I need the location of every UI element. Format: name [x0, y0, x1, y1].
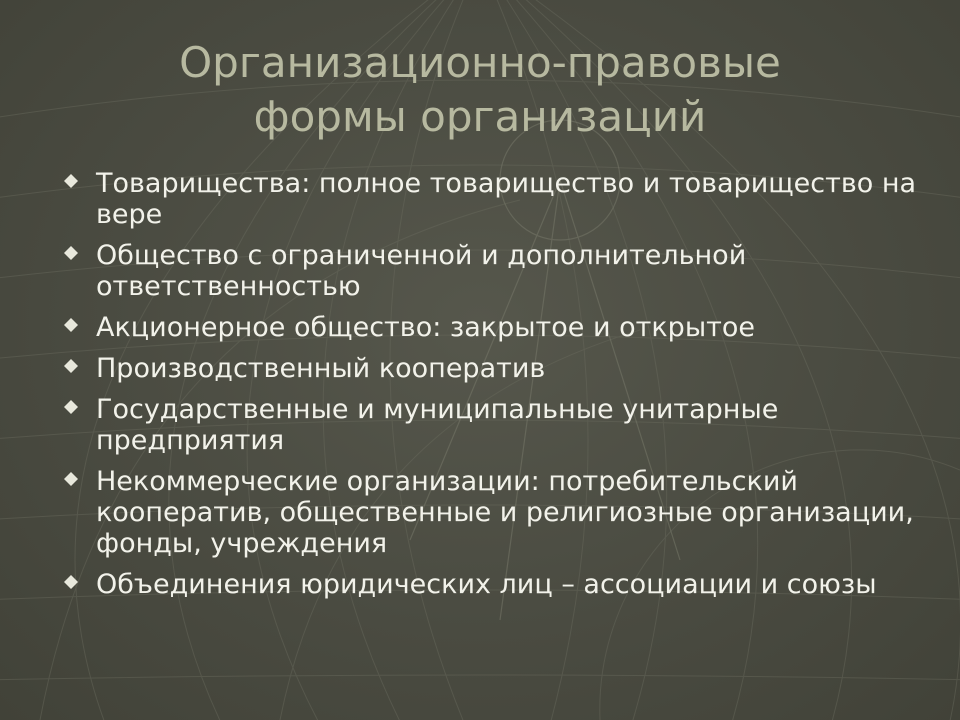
slide-title-line-2: формы организаций: [253, 92, 707, 141]
bullet-text: Общество с ограниченной и дополнительной ответственностью: [96, 240, 747, 302]
bullet-item: [60, 240, 920, 302]
bullet-text: Государственные и муниципальные унитарные предприятия: [96, 394, 779, 456]
slide-title: [60, 36, 900, 144]
bullet-text: Объединения юридических лиц – ассоциации и союзы: [96, 569, 877, 600]
diamond-icon: [64, 575, 78, 589]
bullet-text: Некоммерческие организации: потребительский кооператив, общественные и религиозные организации, фонды, учреждения: [96, 466, 914, 559]
bullet-text: Товарищества: полное товарищество и товарищество на вере: [96, 168, 917, 230]
diamond-icon: [64, 400, 78, 414]
bullet-item: [60, 569, 920, 600]
bullet-item: [60, 168, 920, 230]
bullet-text: Акционерное общество: закрытое и открытое: [96, 312, 755, 343]
bullet-item: [60, 394, 920, 456]
bullet-list: [60, 168, 920, 610]
slide-title-line-1: Организационно-правовые: [179, 38, 781, 87]
bullet-item: [60, 312, 920, 343]
diamond-icon: [64, 359, 78, 373]
diamond-icon: [64, 246, 78, 260]
bullet-text: Производственный кооператив: [96, 353, 546, 384]
diamond-icon: [64, 174, 78, 188]
diamond-icon: [64, 472, 78, 486]
diamond-icon: [64, 318, 78, 332]
bullet-item: [60, 466, 920, 559]
bullet-item: [60, 353, 920, 384]
